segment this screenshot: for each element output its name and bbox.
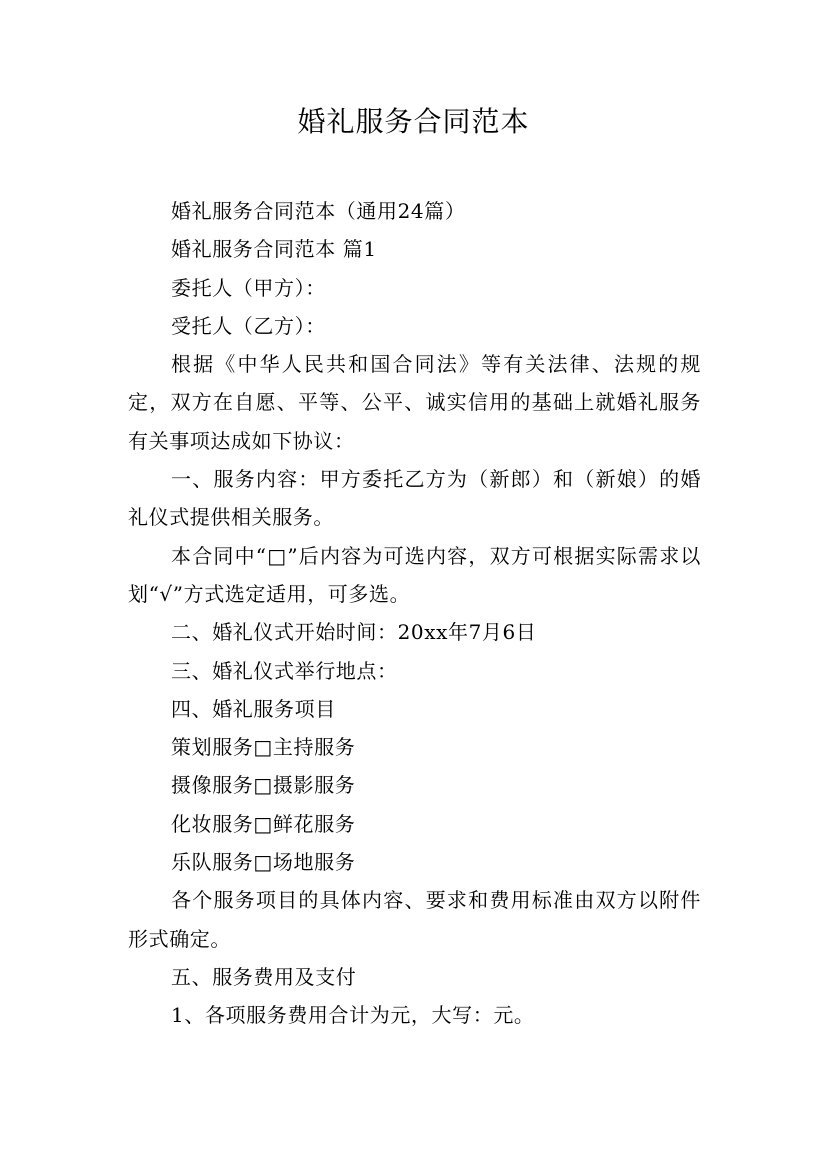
paragraph-service-content: 一、服务内容：甲方委托乙方为（新郎）和（新娘）的婚礼仪式提供相关服务。 [128, 467, 701, 530]
document-body [128, 192, 701, 1035]
paragraph-attachment-note: 各个服务项目的具体内容、要求和费用标准由双方以附件形式确定。 [128, 888, 701, 951]
paragraph-subtitle: 婚礼服务合同范本（通用24篇） [171, 199, 466, 223]
paragraph-ceremony-time: 二、婚礼仪式开始时间：20xx年7月6日 [171, 620, 537, 645]
paragraph-fees-total: 1、各项服务费用合计为元，大写：元。 [171, 1003, 535, 1028]
paragraph-section-heading: 婚礼服务合同范本 篇1 [171, 237, 377, 262]
paragraph-service-option: 化妆服务□鲜花服务 [171, 811, 356, 836]
paragraph-party-a: 委托人（甲方）： [171, 275, 326, 300]
paragraph-legal-basis: 根据《中华人民共和国合同法》等有关法律、法规的规定，双方在自愿、平等、公平、诚实信用的基础上就婚礼服务有关事项达成如下协议： [128, 352, 701, 453]
document-title: 婚礼服务合同范本 [297, 105, 530, 138]
paragraph-service-option: 乐队服务□场地服务 [171, 850, 356, 875]
paragraph-service-items-heading: 四、婚礼服务项目 [171, 696, 336, 721]
paragraph-ceremony-location: 三、婚礼仪式举行地点： [171, 658, 398, 683]
paragraph-party-b: 受托人（乙方）： [171, 313, 326, 338]
paragraph-service-option: 策划服务□主持服务 [171, 735, 356, 760]
paragraph-service-option: 摄像服务□摄影服务 [171, 773, 356, 798]
paragraph-optional-note: 本合同中“□”后内容为可选内容，双方可根据实际需求以划“√”方式选定适用，可多选。 [128, 543, 701, 606]
paragraph-fees-heading: 五、服务费用及支付 [171, 964, 357, 989]
